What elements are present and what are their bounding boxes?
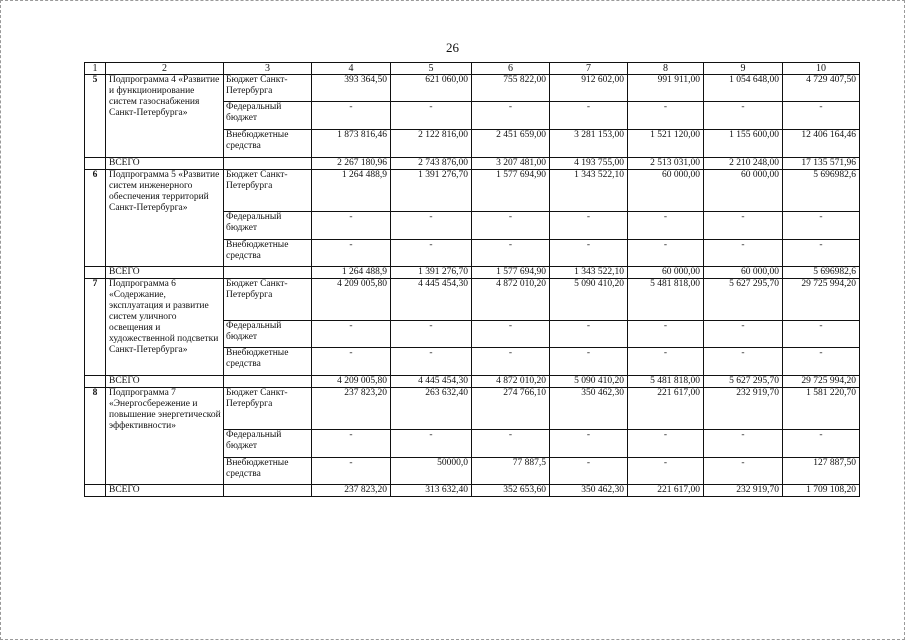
program-name: Подпрограмма 7 «Энергосбережение и повышение энергетической эффективности» [106, 388, 224, 485]
value-cell: 127 887,50 [783, 458, 860, 485]
value-cell: 991 911,00 [628, 75, 704, 102]
value-cell: - [312, 430, 391, 458]
table-row [85, 388, 860, 430]
funding-source: Федеральный бюджет [224, 102, 312, 130]
value-cell: - [312, 321, 391, 348]
row-index: 8 [85, 388, 106, 485]
column-header: 5 [391, 63, 472, 75]
total-value-cell: 1 343 522,10 [550, 267, 628, 279]
value-cell: 5 090 410,20 [550, 279, 628, 321]
column-header-row [85, 63, 860, 75]
value-cell: 232 919,70 [704, 388, 783, 430]
total-index-cell [85, 267, 106, 279]
value-cell: 12 406 164,46 [783, 130, 860, 158]
value-cell: - [312, 348, 391, 376]
column-header: 10 [783, 63, 860, 75]
funding-source: Бюджет Санкт-Петербурга [224, 75, 312, 102]
value-cell: - [704, 321, 783, 348]
value-cell: - [704, 212, 783, 240]
total-source-cell [224, 158, 312, 170]
value-cell: 50000,0 [391, 458, 472, 485]
funding-table [84, 62, 860, 497]
total-value-cell: 221 617,00 [628, 485, 704, 497]
funding-source: Внебюджетные средства [224, 130, 312, 158]
total-value-cell: 2 267 180,96 [312, 158, 391, 170]
value-cell: 4 209 005,80 [312, 279, 391, 321]
total-value-cell: 4 872 010,20 [472, 376, 550, 388]
column-header: 6 [472, 63, 550, 75]
total-value-cell: 2 210 248,00 [704, 158, 783, 170]
value-cell: - [628, 321, 704, 348]
value-cell: 5 481 818,00 [628, 279, 704, 321]
value-cell: 1 343 522,10 [550, 170, 628, 212]
total-row [85, 485, 860, 497]
table-row [85, 279, 860, 321]
total-value-cell: 2 743 876,00 [391, 158, 472, 170]
total-value-cell: 3 207 481,00 [472, 158, 550, 170]
total-label: ВСЕГО [106, 485, 224, 497]
value-cell: - [628, 102, 704, 130]
total-value-cell: 2 513 031,00 [628, 158, 704, 170]
value-cell: - [704, 102, 783, 130]
value-cell: - [550, 102, 628, 130]
total-value-cell: 60 000,00 [704, 267, 783, 279]
value-cell: 621 060,00 [391, 75, 472, 102]
total-label: ВСЕГО [106, 376, 224, 388]
total-value-cell: 313 632,40 [391, 485, 472, 497]
value-cell: - [783, 348, 860, 376]
value-cell: - [472, 240, 550, 267]
value-cell: - [628, 348, 704, 376]
value-cell: - [550, 458, 628, 485]
total-value-cell: 232 919,70 [704, 485, 783, 497]
funding-source: Внебюджетные средства [224, 348, 312, 376]
total-value-cell: 5 481 818,00 [628, 376, 704, 388]
value-cell: 1 155 600,00 [704, 130, 783, 158]
program-name: Подпрограмма 6 «Содержание, эксплуатация и развитие систем уличного освещения и художественной подсветки Санкт-Петербурга» [106, 279, 224, 376]
value-cell: 1 521 120,00 [628, 130, 704, 158]
value-cell: - [704, 240, 783, 267]
total-value-cell: 5 696982,6 [783, 267, 860, 279]
value-cell: 1 577 694,90 [472, 170, 550, 212]
value-cell: - [550, 212, 628, 240]
total-value-cell: 1 391 276,70 [391, 267, 472, 279]
column-header: 4 [312, 63, 391, 75]
value-cell: 2 451 659,00 [472, 130, 550, 158]
total-value-cell: 4 209 005,80 [312, 376, 391, 388]
value-cell: - [783, 240, 860, 267]
total-value-cell: 1 577 694,90 [472, 267, 550, 279]
funding-source: Федеральный бюджет [224, 321, 312, 348]
column-header: 1 [85, 63, 106, 75]
program-name: Подпрограмма 5 «Развитие систем инженерного обеспечения территорий Санкт-Петербурга» [106, 170, 224, 267]
value-cell: 4 872 010,20 [472, 279, 550, 321]
column-header: 8 [628, 63, 704, 75]
value-cell: - [628, 430, 704, 458]
value-cell: 4 729 407,50 [783, 75, 860, 102]
column-header: 3 [224, 63, 312, 75]
funding-source: Бюджет Санкт-Петербурга [224, 170, 312, 212]
value-cell: 237 823,20 [312, 388, 391, 430]
total-row [85, 158, 860, 170]
value-cell: - [391, 348, 472, 376]
value-cell: - [628, 240, 704, 267]
value-cell: - [550, 348, 628, 376]
column-header: 2 [106, 63, 224, 75]
value-cell: - [472, 102, 550, 130]
funding-source: Федеральный бюджет [224, 430, 312, 458]
value-cell: - [312, 240, 391, 267]
value-cell: 3 281 153,00 [550, 130, 628, 158]
value-cell: 1 391 276,70 [391, 170, 472, 212]
row-index: 5 [85, 75, 106, 158]
value-cell: - [783, 430, 860, 458]
total-value-cell: 4 445 454,30 [391, 376, 472, 388]
value-cell: 1 581 220,70 [783, 388, 860, 430]
value-cell: 4 445 454,30 [391, 279, 472, 321]
total-value-cell: 17 135 571,96 [783, 158, 860, 170]
value-cell: - [391, 430, 472, 458]
value-cell: - [391, 212, 472, 240]
value-cell: - [312, 212, 391, 240]
total-row [85, 376, 860, 388]
total-value-cell: 5 627 295,70 [704, 376, 783, 388]
value-cell: 1 054 648,00 [704, 75, 783, 102]
value-cell: - [550, 321, 628, 348]
value-cell: 77 887,5 [472, 458, 550, 485]
page-number: 26 [446, 40, 459, 55]
value-cell: - [704, 348, 783, 376]
value-cell: 263 632,40 [391, 388, 472, 430]
value-cell: - [783, 321, 860, 348]
total-source-cell [224, 267, 312, 279]
total-source-cell [224, 485, 312, 497]
value-cell: 29 725 994,20 [783, 279, 860, 321]
total-value-cell: 5 090 410,20 [550, 376, 628, 388]
funding-source: Бюджет Санкт-Петербурга [224, 279, 312, 321]
value-cell: - [472, 430, 550, 458]
value-cell: - [472, 321, 550, 348]
total-index-cell [85, 485, 106, 497]
value-cell: - [783, 212, 860, 240]
total-index-cell [85, 376, 106, 388]
column-header: 9 [704, 63, 783, 75]
funding-source: Бюджет Санкт-Петербурга [224, 388, 312, 430]
funding-source: Внебюджетные средства [224, 240, 312, 267]
value-cell: 221 617,00 [628, 388, 704, 430]
value-cell: 274 766,10 [472, 388, 550, 430]
value-cell: - [628, 458, 704, 485]
value-cell: 755 822,00 [472, 75, 550, 102]
total-index-cell [85, 158, 106, 170]
value-cell: - [704, 458, 783, 485]
value-cell: 5 696982,6 [783, 170, 860, 212]
total-label: ВСЕГО [106, 158, 224, 170]
value-cell: - [472, 212, 550, 240]
total-value-cell: 1 264 488,9 [312, 267, 391, 279]
program-name: Подпрограмма 4 «Развитие и функционирование систем газоснабжения Санкт-Петербурга» [106, 75, 224, 158]
total-value-cell: 1 709 108,20 [783, 485, 860, 497]
value-cell: - [391, 102, 472, 130]
table-body [85, 63, 860, 497]
value-cell: 350 462,30 [550, 388, 628, 430]
value-cell: - [391, 321, 472, 348]
value-cell: - [550, 430, 628, 458]
row-index: 7 [85, 279, 106, 376]
value-cell: 5 627 295,70 [704, 279, 783, 321]
total-value-cell: 4 193 755,00 [550, 158, 628, 170]
value-cell: 60 000,00 [704, 170, 783, 212]
total-label: ВСЕГО [106, 267, 224, 279]
value-cell: 60 000,00 [628, 170, 704, 212]
value-cell: - [391, 240, 472, 267]
value-cell: 393 364,50 [312, 75, 391, 102]
value-cell: - [312, 102, 391, 130]
value-cell: - [472, 348, 550, 376]
value-cell: - [704, 430, 783, 458]
value-cell: 2 122 816,00 [391, 130, 472, 158]
total-value-cell: 352 653,60 [472, 485, 550, 497]
value-cell: - [783, 102, 860, 130]
value-cell: 1 873 816,46 [312, 130, 391, 158]
funding-source: Федеральный бюджет [224, 212, 312, 240]
total-value-cell: 60 000,00 [628, 267, 704, 279]
funding-source: Внебюджетные средства [224, 458, 312, 485]
total-value-cell: 350 462,30 [550, 485, 628, 497]
column-header: 7 [550, 63, 628, 75]
table-row [85, 170, 860, 212]
row-index: 6 [85, 170, 106, 267]
value-cell: 912 602,00 [550, 75, 628, 102]
value-cell: 1 264 488,9 [312, 170, 391, 212]
total-value-cell: 29 725 994,20 [783, 376, 860, 388]
total-source-cell [224, 376, 312, 388]
value-cell: - [312, 458, 391, 485]
value-cell: - [550, 240, 628, 267]
total-value-cell: 237 823,20 [312, 485, 391, 497]
table-row [85, 75, 860, 102]
value-cell: - [628, 212, 704, 240]
total-row [85, 267, 860, 279]
